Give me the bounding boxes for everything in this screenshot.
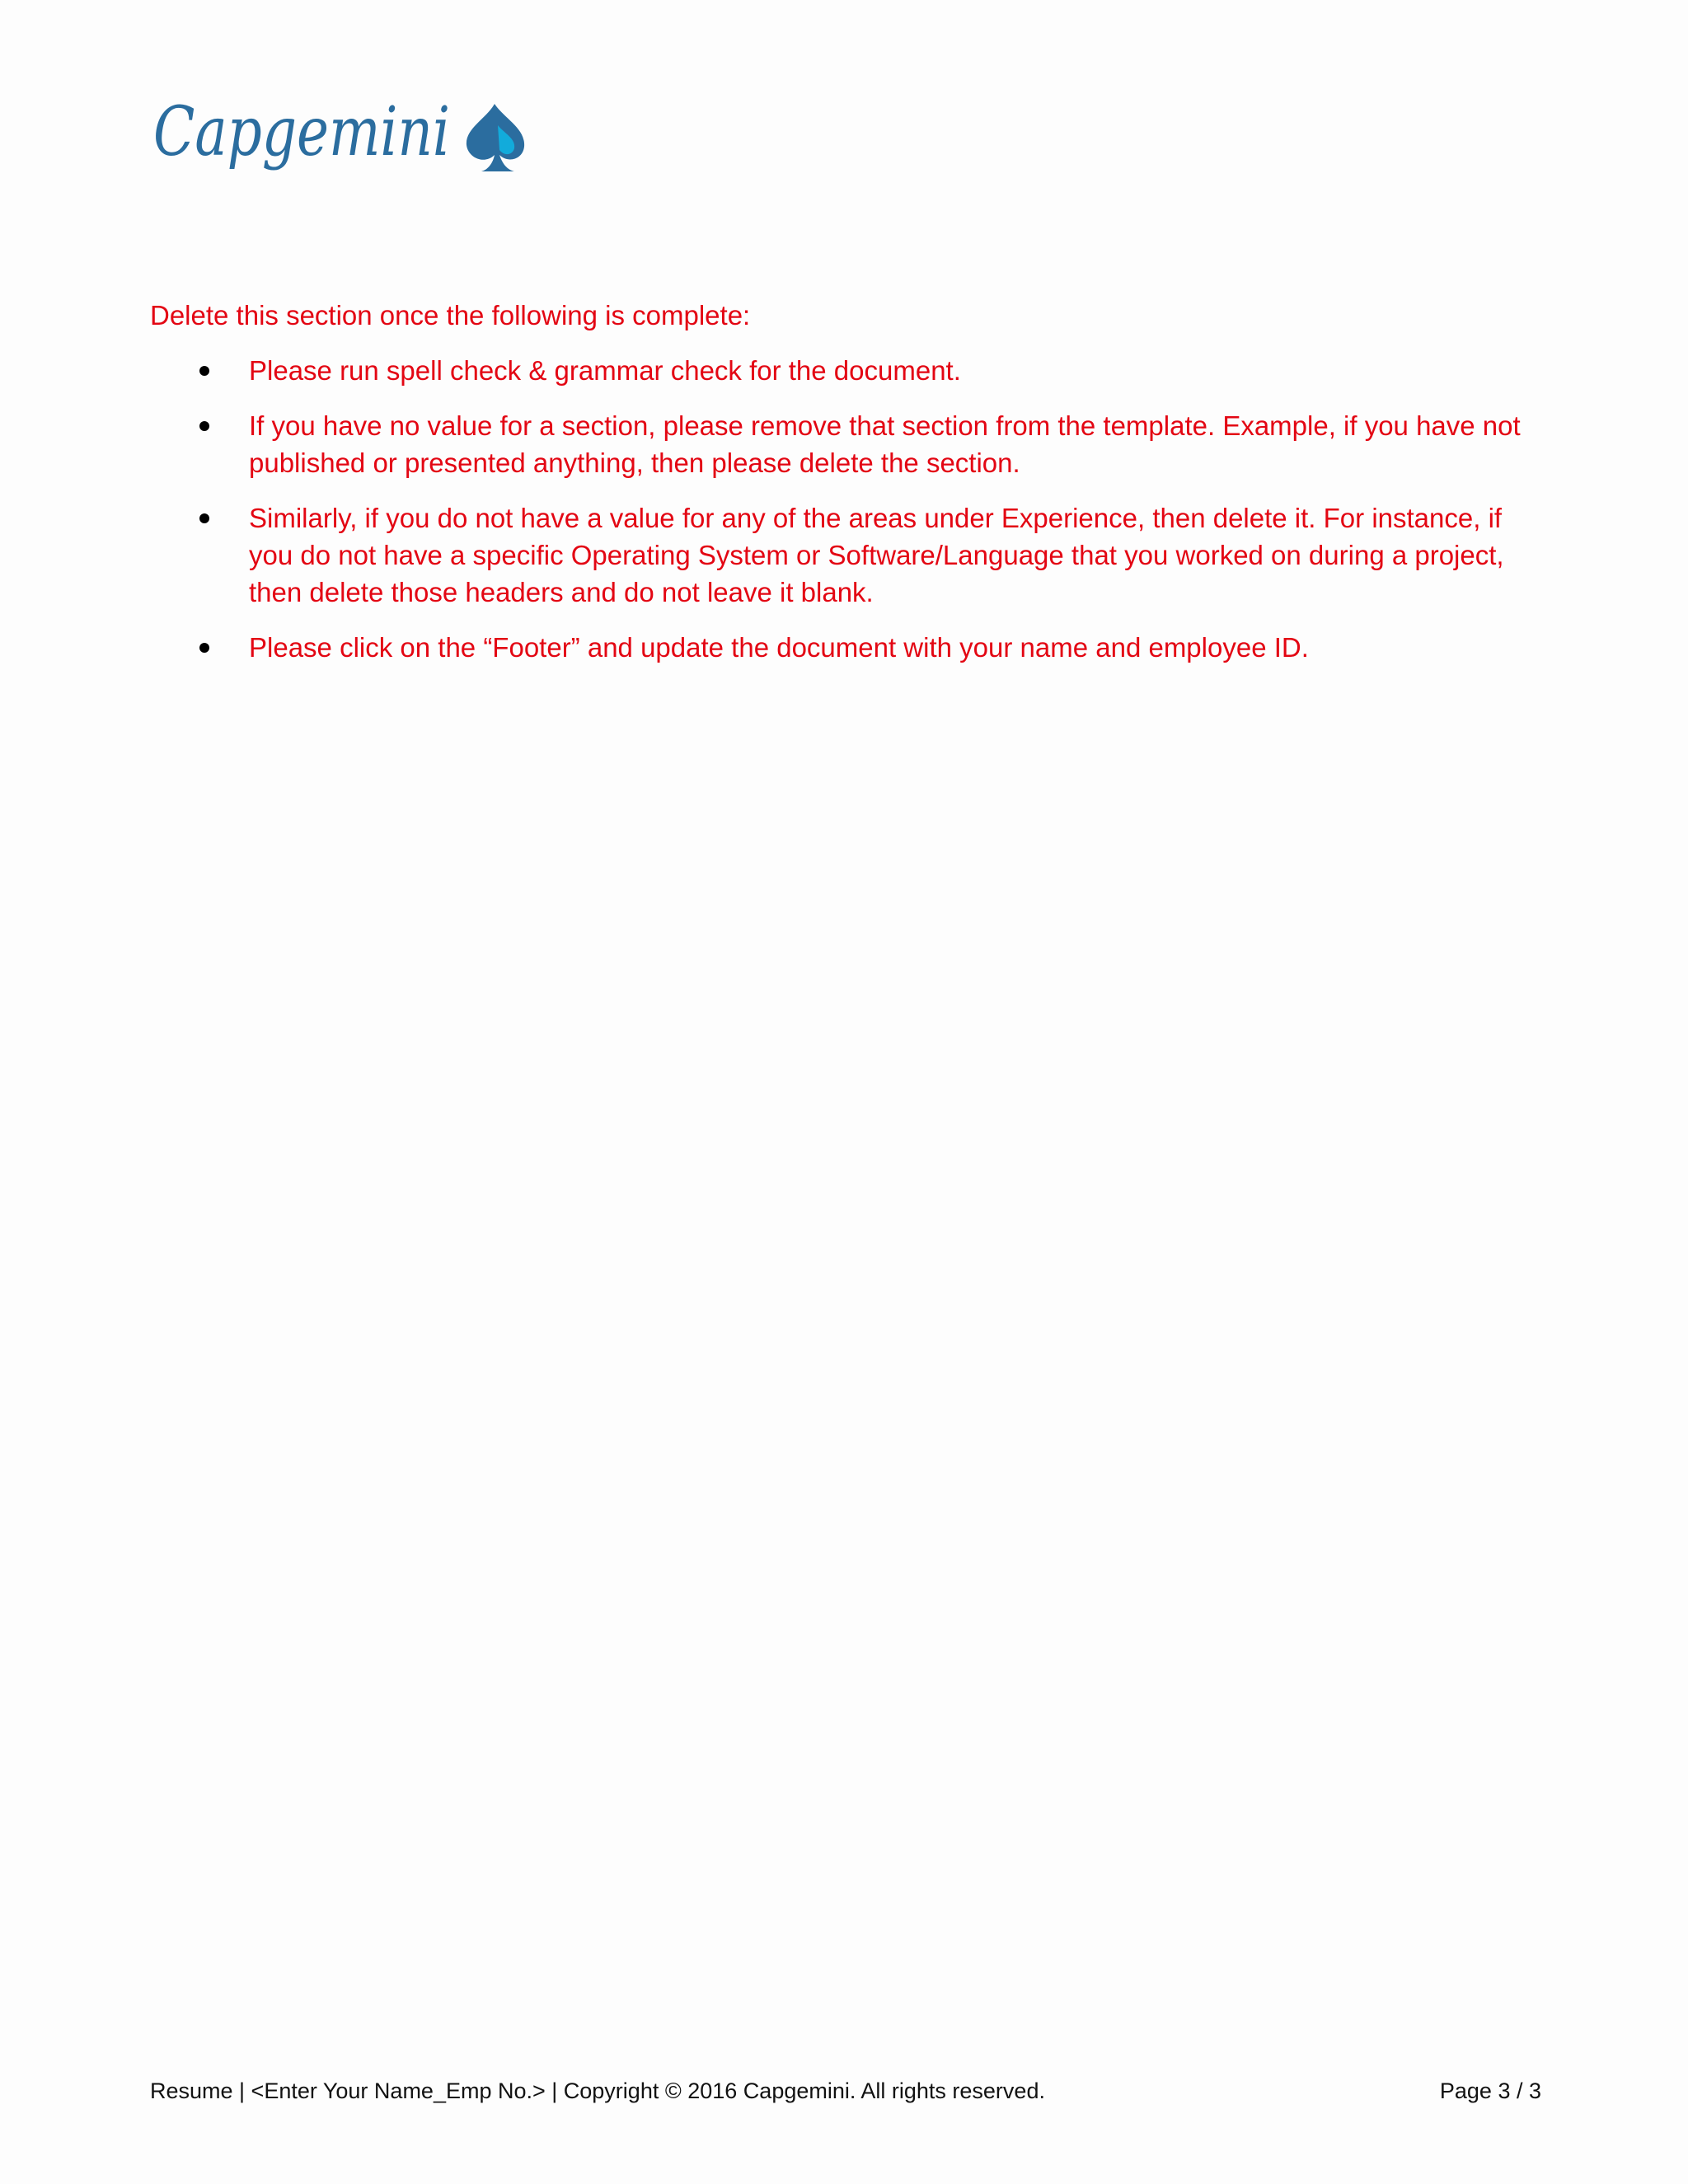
instructions-list: [150, 352, 1551, 666]
instructions-heading: Delete this section once the following is complete:: [150, 300, 751, 330]
bullet-icon: [199, 643, 209, 653]
logo-wordmark: Capgemini: [153, 93, 450, 171]
list-item-text: Similarly, if you do not have a value for any of the areas under Experience, then delete it. For instance, if you do not have a specific Operating System or Software/Language that you worked on during a project, then delete those headers and do not leave it blank.: [249, 503, 1504, 607]
list-item: [150, 407, 1551, 481]
page-number: Page 3 / 3: [1439, 2079, 1541, 2103]
capgemini-logo: [150, 89, 529, 188]
footer-left-text: Resume | <Enter Your Name_Emp No.> | Copyright © 2016 Capgemini. All rights reserved.: [150, 2079, 1045, 2103]
footer-copyright: [150, 2079, 1045, 2104]
bullet-icon: [199, 421, 209, 431]
list-item: [150, 352, 1551, 389]
list-item-text: Please run spell check & grammar check for the document.: [249, 355, 961, 386]
bullet-icon: [199, 366, 209, 376]
delete-instructions-section: [150, 297, 1551, 684]
spade-icon: [467, 104, 524, 171]
list-item-text: If you have no value for a section, please remove that section from the template. Example, if you have not published or presented anything, then please delete the section.: [249, 410, 1521, 478]
list-item-text: Please click on the “Footer” and update the document with your name and employee ID.: [249, 632, 1309, 663]
list-item: [150, 629, 1551, 666]
list-item: [150, 499, 1551, 611]
page-footer: [150, 2079, 1541, 2104]
bullet-icon: [199, 513, 209, 523]
